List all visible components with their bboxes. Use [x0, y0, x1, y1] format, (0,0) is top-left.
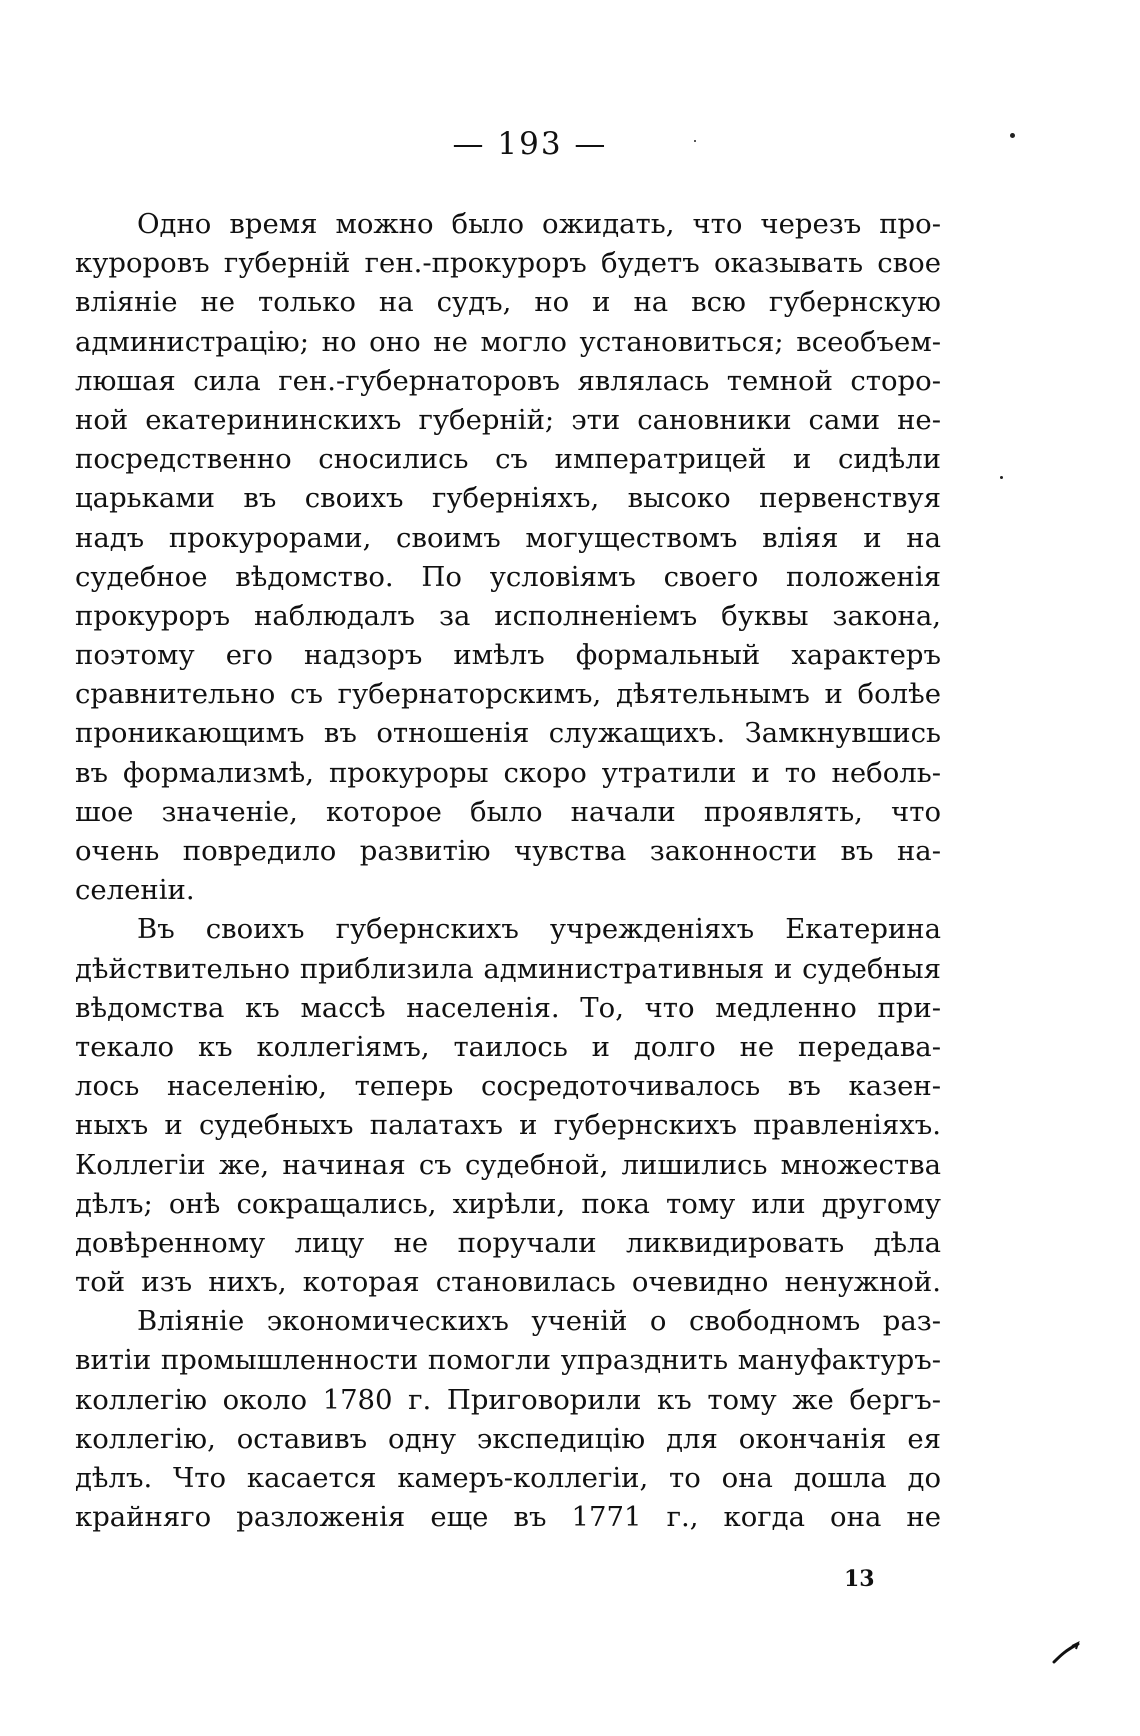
text-line: дѣйствительно приблизила административныя и судебныя	[75, 952, 941, 985]
text-line: довѣренному лицу не поручали ликвидировать дѣла	[75, 1226, 941, 1259]
text-line: шое значеніе, которое было начали проявлять, что	[75, 795, 941, 828]
printer-signature-mark: 13	[844, 1566, 875, 1592]
text-line: надъ прокурорами, своимъ могуществомъ вліяя и на	[75, 521, 941, 554]
ink-speck	[1010, 133, 1015, 138]
ink-speck	[1000, 476, 1003, 479]
text-line: дѣлъ; онѣ сокращались, хирѣли, пока тому или другому	[75, 1187, 941, 1220]
text-line: крайняго разложенія еще въ 1771 г., когда она не	[75, 1501, 941, 1534]
text-line: селеніи.	[75, 874, 195, 907]
text-line: посредственно сносились съ императрицей и сидѣли	[75, 443, 941, 476]
text-line: ной екатерининскихъ губерній; эти сановники сами не-	[75, 403, 941, 436]
text-line: Коллегіи же, начиная съ судебной, лишились множества	[75, 1148, 941, 1181]
text-line: сравнительно съ губернаторскимъ, дѣятельнымъ и болѣе	[75, 678, 941, 711]
text-line: судебное вѣдомство. По условіямъ своего положенія	[75, 560, 941, 593]
text-line: Одно время можно было ожидать, что черезъ про-	[137, 208, 941, 240]
text-line: той изъ нихъ, которая становилась очевидно ненужной.	[75, 1266, 941, 1299]
pen-stroke-mark	[1052, 1640, 1080, 1664]
paragraph-3	[75, 1302, 941, 1537]
body-text	[75, 205, 941, 1537]
text-line: въ формализмѣ, прокуроры скоро утратили и то неболь-	[75, 756, 941, 789]
text-line: витіи промышленности помогли упразднить мануфактуръ-	[75, 1344, 941, 1377]
text-line: очень повредило развитію чувства законности въ на-	[75, 835, 941, 867]
text-line: коллегію около 1780 г. Приговорили къ тому же бергъ-	[75, 1383, 941, 1416]
text-line: лось населенію, теперь сосредоточивалось въ казен-	[75, 1070, 941, 1103]
text-line: прокуроръ наблюдалъ за исполненіемъ буквы закона,	[75, 599, 941, 632]
text-line: ныхъ и судебныхъ палатахъ и губернскихъ правленіяхъ.	[75, 1109, 941, 1142]
text-line: проникающимъ въ отношенія служащихъ. Замкнувшись	[75, 717, 941, 750]
text-line: куроровъ губерній ген.-прокуроръ будетъ оказывать свое	[75, 247, 941, 280]
text-line: Въ своихъ губернскихъ учрежденіяхъ Екатерина	[137, 913, 941, 946]
ink-speck	[694, 140, 696, 142]
text-line: администрацію; но оно не могло установиться; всеобъем-	[75, 325, 941, 358]
text-line: коллегію, оставивъ одну экспедицію для окончанія ея	[75, 1422, 941, 1455]
text-line: люшая сила ген.-губернаторовъ являлась темной сторо-	[75, 364, 941, 397]
text-line: царьками въ своихъ губерніяхъ, высоко первенствуя	[75, 482, 941, 515]
text-line: поэтому его надзоръ имѣлъ формальный характеръ	[75, 639, 941, 672]
text-line: Вліяніе экономическихъ ученій о свободномъ раз-	[137, 1305, 941, 1338]
text-line: текало къ коллегіямъ, таилось и долго не передава-	[75, 1030, 941, 1063]
paragraph-2	[75, 910, 941, 1302]
text-line: дѣлъ. Что касается камеръ-коллегіи, то она дошла до	[75, 1462, 941, 1494]
text-line: вѣдомства къ массѣ населенія. То, что медленно при-	[75, 991, 941, 1024]
page-number: — 193 —	[452, 126, 608, 162]
text-line: вліяніе не только на судъ, но и на всю губернскую	[75, 286, 941, 319]
paragraph-1	[75, 205, 941, 910]
